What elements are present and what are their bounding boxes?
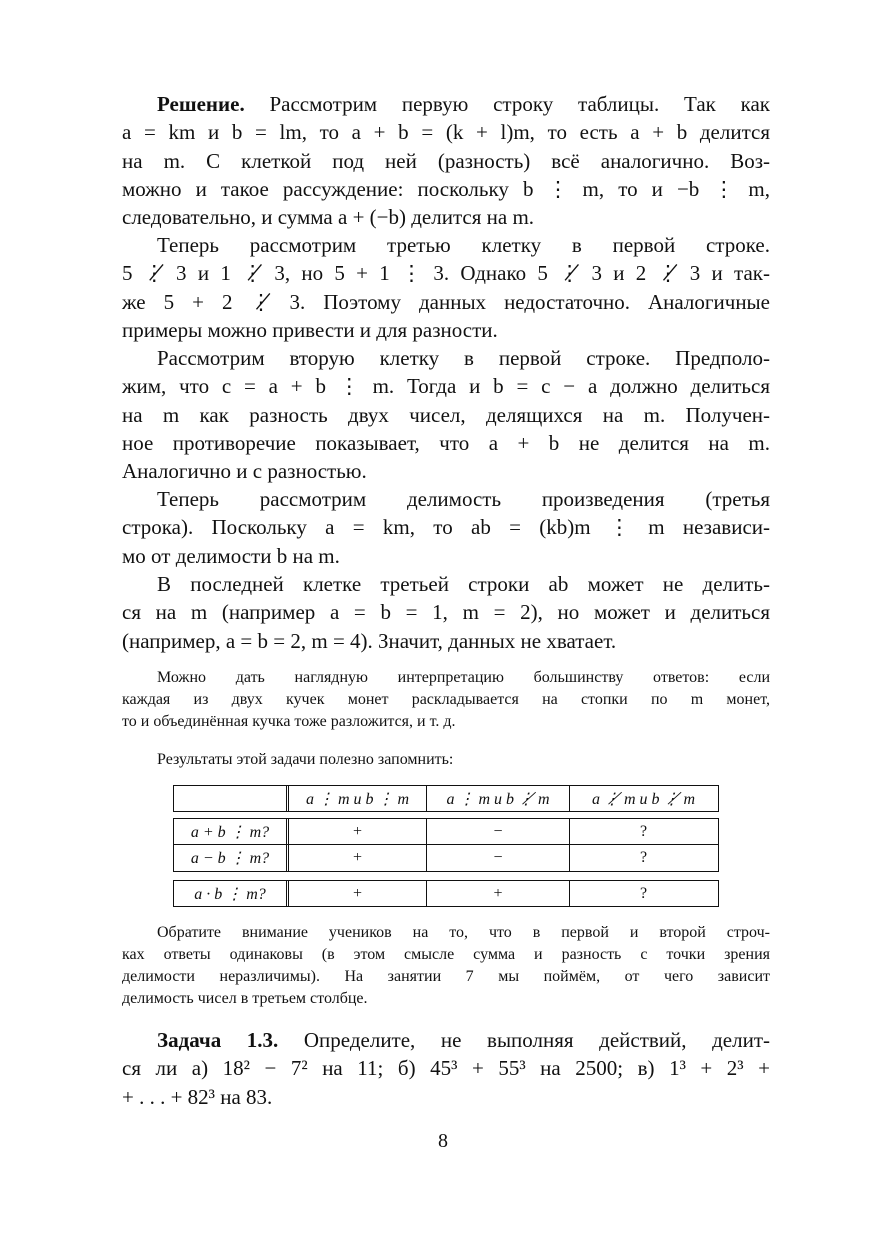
solution-paragraph-2: Теперь рассмотрим третью клетку в первой строке. 5 ⋮̸ 3 и 1 ⋮̸ 3, но 5 + 1 ⋮ 3. Однако 5 ⋮̸ 3 и 2 ⋮̸ 3 и так- же 5 + 2 ⋮̸ 3. Поэтому данных недостаточно. Аналогичные примеры можно привести и для разности. [122, 233, 770, 342]
task-1-3: Задача 1.3. Определите, не выполняя действий, делит- ся ли а) 18² − 7² на 11; б) 45³ + 55³ на 2500; в) 1³ + 2³ + + . . . + 82³ на 83. [122, 1028, 771, 1109]
results-table-product [173, 880, 719, 907]
teacher-note-1: Можно дать наглядную интерпретацию большинству ответов: если каждая из двух кучек монет раскладывается на стопки по m монет, то и объединённая кучка тоже разложится, и т. д. [122, 669, 770, 730]
teacher-note-2: Обратите внимание учеников на то, что в первой и второй строч- ках ответы одинаковы (в этом смысле сумма и разность с точки зрения делимости неразличимы). На занятии 7 мы поймём, от чего зависит делимость чисел в третьем столбце. [122, 924, 770, 1007]
solution-paragraph-3: Рассмотрим вторую клетку в первой строке. Предполо- жим, что c = a + b ⋮ m. Тогда и b = c − a должно делиться на m как разность двух чисел, делящихся на m. Получен- ное противоречие показывает, что a + b не делится на m. Аналогично и с разностью. [122, 346, 770, 484]
results-table-header: a ⋮ m и b ⋮ m a ⋮ m и b ⋮̸ m a ⋮̸ m и b ⋮̸ m [173, 785, 719, 812]
page-number: 8 [438, 1130, 448, 1152]
solution-paragraph-4: Теперь рассмотрим делимость произведения (третья строка). Поскольку a = km, то ab = (kb)m ⋮ m независи- мо от делимости b на m. [122, 487, 770, 568]
table-row: a + b ⋮ m? + − ? [173, 818, 719, 845]
results-table-sum-diff [173, 818, 719, 872]
solution-paragraph-1: Решение. Рассмотрим первую строку таблицы. Так как a = km и b = lm, то a + b = (k + l)m, то есть a + b делится на m. С клеткой под ней (разность) всё аналогично. Воз- можно и такое рассуждение: поскольку b ⋮ m, то и −b ⋮ m, следовательно, и сумма a + (−b) делится на m. [122, 92, 771, 230]
remember-text: Результаты этой задачи полезно запомнить: [157, 751, 454, 768]
task-label: Задача 1.3. [157, 1028, 279, 1052]
solution-paragraph-5: В последней клетке третьей строки ab может не делить- ся на m (например a = b = 1, m = 2), но может и делиться (например, a = b = 2, m = 4). Значит, данных не хватает. [122, 572, 770, 653]
solution-label: Решение. [157, 92, 245, 116]
table-row: a − b ⋮ m? + − ? [173, 845, 719, 872]
table-row: a · b ⋮ m? + + ? [173, 880, 719, 907]
